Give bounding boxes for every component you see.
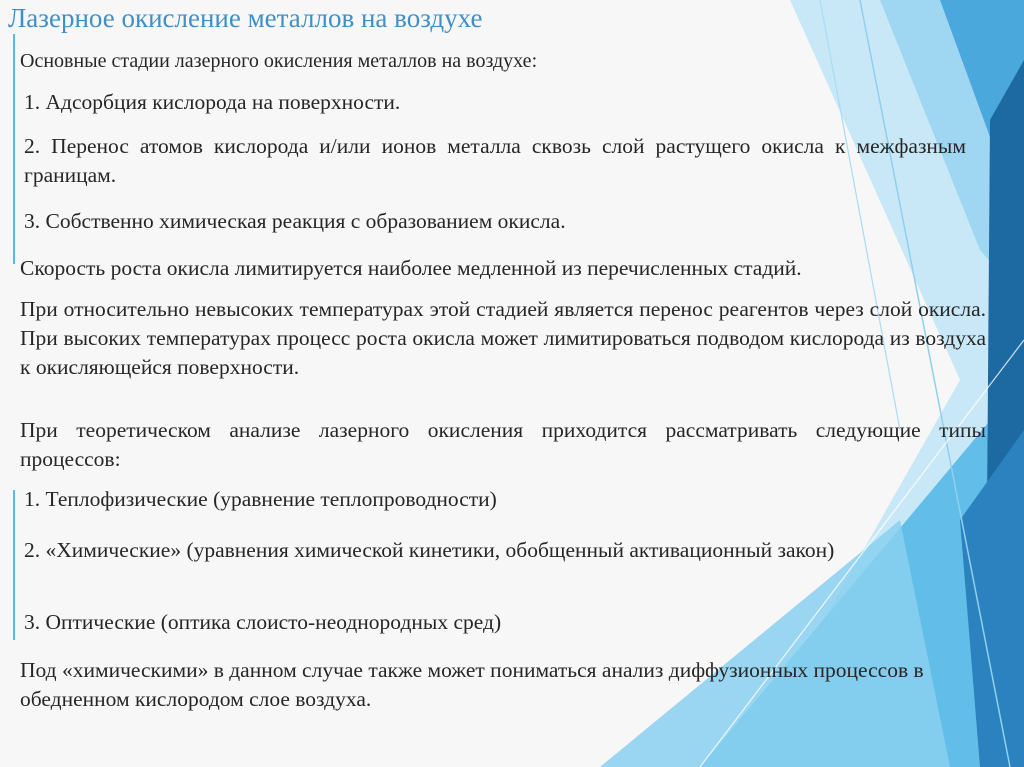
- rate-limit-text: Скорость роста окисла лимитируется наиболее медленной из перечисленных стадий.: [20, 256, 802, 280]
- accent-bar-bottom: [13, 490, 15, 640]
- process-type-3: 3. Оптические (оптика слоисто-неоднородных сред): [24, 610, 502, 634]
- process-type-2: 2. «Химические» (уравнения химической кинетики, обобщенный активационный закон): [24, 538, 835, 562]
- process-type-1: 1. Теплофизические (уравнение теплопроводности): [24, 487, 497, 511]
- closing-note: Под «химическими» в данном случае также может пониматься анализ диффузионных процессов в обедненном кислородом слое воздуха.: [20, 658, 924, 711]
- slide-title: Лазерное окисление металлов на воздухе: [8, 3, 483, 33]
- analysis-intro: При теоретическом анализе лазерного окисления приходится рассматривать следующие типы процессов:: [20, 418, 986, 471]
- stage-2: 2. Перенос атомов кислорода и/или ионов металла сквозь слой растущего окисла к межфазным границам.: [24, 134, 966, 187]
- temperature-note: При относительно невысоких температурах этой стадией является перенос реагентов через слой окисла. При высоких температурах процесс роста окисла может лимитироваться подводом кислорода из воздуха к окисляющейся поверхности.: [20, 297, 986, 379]
- stage-3: 3. Собственно химическая реакция с образованием окисла.: [24, 209, 566, 233]
- stage-1: 1. Адсорбция кислорода на поверхности.: [24, 90, 401, 114]
- stages-lead: Основные стадии лазерного окисления металлов на воздухе:: [20, 50, 538, 72]
- accent-bar-top: [13, 34, 15, 264]
